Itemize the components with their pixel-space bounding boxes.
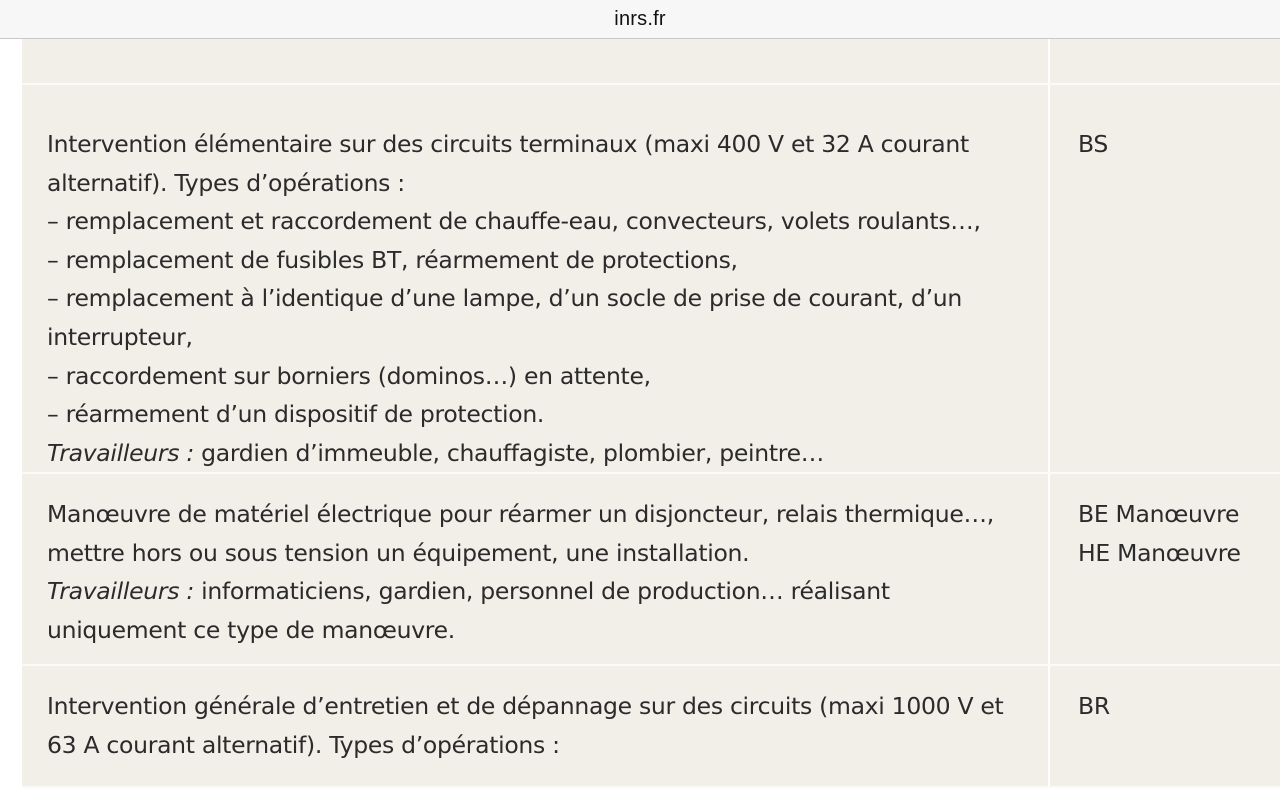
browser-address-bar[interactable]: [0, 0, 1280, 39]
workers-text: gardien d’immeuble, chauffagiste, plombier, peintre…: [193, 438, 824, 467]
description-line: Intervention élémentaire sur des circuits terminaux (maxi 400 V et 32 A courant: [47, 130, 969, 158]
habilitation-code: BS: [1078, 130, 1109, 158]
workers-label: Travailleurs :: [47, 577, 194, 606]
description-line: – remplacement et raccordement de chauffe-eau, convecteurs, volets roulants…,: [47, 207, 981, 236]
description-line: Intervention générale d’entretien et de dépannage sur des circuits (maxi 1000 V et: [47, 692, 1004, 720]
table-row-be-manoeuvre: [22, 474, 1280, 666]
description-line: 63 A courant alternatif). Types d’opérations :: [47, 730, 560, 759]
description-cell: [22, 474, 1048, 664]
code-cell: [1050, 85, 1280, 472]
habilitation-code: HE Manœuvre: [1078, 538, 1241, 567]
description-line: – raccordement sur borniers (dominos…) en attente,: [47, 361, 651, 390]
workers-label: Travailleurs :: [47, 438, 194, 467]
description-line: – remplacement de fusibles BT, réarmement de protections,: [47, 245, 738, 274]
description-line: Manœuvre de matériel électrique pour réarmer un disjoncteur, relais thermique…,: [47, 500, 994, 528]
workers-line: [47, 572, 1024, 611]
description-line: interrupteur,: [47, 322, 193, 351]
description-line: – remplacement à l’identique d’une lampe, d’un socle de prise de courant, d’un: [47, 284, 962, 313]
habilitation-code: BR: [1078, 692, 1110, 720]
address-url[interactable]: inrs.fr: [614, 7, 666, 30]
table-row-bs: [22, 85, 1280, 474]
code-cell: [1050, 474, 1280, 664]
description-line: alternatif). Types d’opérations :: [47, 168, 405, 197]
description-line: mettre hors ou sous tension un équipement, une installation.: [47, 538, 750, 567]
habilitation-code: BE Manœuvre: [1078, 500, 1240, 528]
page-content: [0, 39, 1280, 759]
workers-line: [47, 434, 1024, 473]
description-cell: [22, 85, 1048, 472]
table-row-br: [22, 666, 1280, 788]
workers-text: informaticiens, gardien, personnel de production… réalisant: [193, 577, 890, 606]
electrical-habilitation-table: [22, 19, 1280, 788]
code-cell: [1050, 666, 1280, 786]
description-cell: [22, 666, 1048, 786]
description-line: – réarmement d’un dispositif de protection.: [47, 400, 545, 429]
description-line: uniquement ce type de manœuvre.: [47, 615, 455, 644]
